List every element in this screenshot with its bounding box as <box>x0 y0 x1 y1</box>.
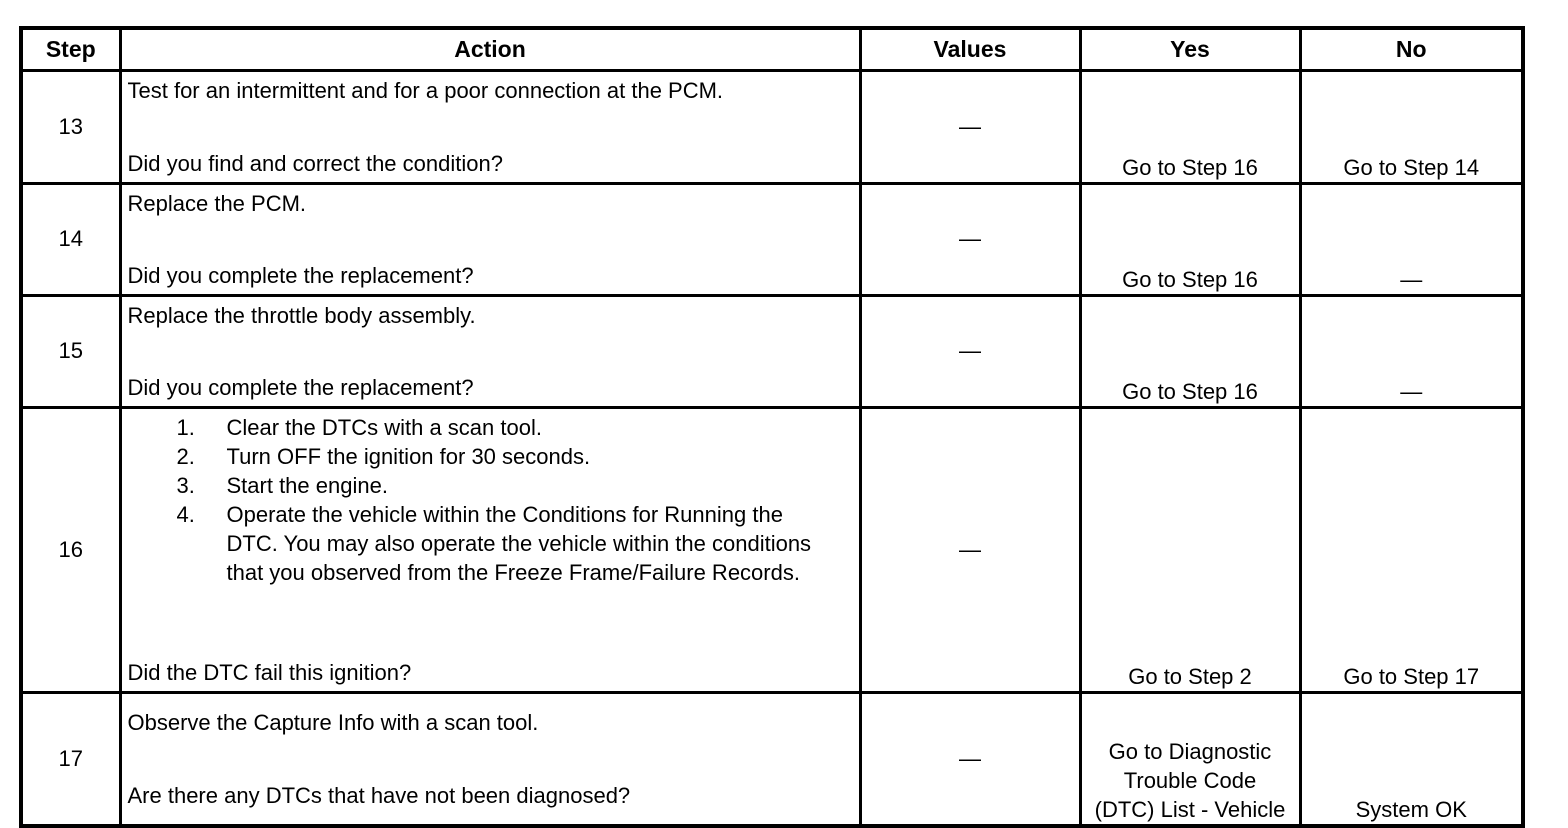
step-number: 16 <box>21 407 120 692</box>
table-row <box>21 407 1523 692</box>
action-cell <box>120 70 860 183</box>
action-instruction: Observe the Capture Info with a scan tool. <box>127 709 539 735</box>
action-instruction: Replace the PCM. <box>127 190 307 216</box>
action-question: Did you find and correct the condition? <box>127 150 503 176</box>
action-instruction: Replace the throttle body assembly. <box>127 302 476 328</box>
header-no: No <box>1300 28 1523 70</box>
header-action: Action <box>120 28 860 70</box>
header-yes: Yes <box>1080 28 1300 70</box>
action-cell <box>120 295 860 407</box>
yes-cell: Go to Diagnostic Trouble Code (DTC) List - Vehicle <box>1080 692 1300 826</box>
values-cell: — <box>860 295 1080 407</box>
yes-cell: Go to Step 16 <box>1080 295 1300 407</box>
table-row <box>21 295 1523 407</box>
action-question: Are there any DTCs that have not been diagnosed? <box>127 782 631 808</box>
diagnostic-table <box>19 26 1525 828</box>
values-cell: — <box>860 70 1080 183</box>
table-row <box>21 692 1523 826</box>
list-item <box>177 413 829 442</box>
action-instruction: Test for an intermittent and for a poor connection at the PCM. <box>127 77 724 103</box>
list-item <box>177 471 829 500</box>
values-cell: — <box>860 183 1080 295</box>
step-number: 15 <box>21 295 120 407</box>
list-item-number: 2. <box>176 443 195 469</box>
step-number: 14 <box>21 183 120 295</box>
action-question: Did you complete the replacement? <box>127 374 474 400</box>
no-cell: System OK <box>1300 692 1523 826</box>
no-cell: — <box>1300 183 1523 295</box>
list-item-text: Start the engine. <box>226 472 388 498</box>
step-number: 13 <box>21 70 120 183</box>
yes-cell: Go to Step 2 <box>1080 407 1300 692</box>
list-item-number: 4. <box>176 501 195 527</box>
action-cell <box>120 692 860 826</box>
action-question: Did you complete the replacement? <box>127 262 474 288</box>
header-row <box>21 28 1523 70</box>
list-item-number: 1. <box>176 414 195 440</box>
header-step: Step <box>21 28 120 70</box>
list-item-text: Clear the DTCs with a scan tool. <box>226 414 542 440</box>
no-cell: Go to Step 14 <box>1300 70 1523 183</box>
step-number: 17 <box>21 692 120 826</box>
table-row <box>21 70 1523 183</box>
yes-cell: Go to Step 16 <box>1080 183 1300 295</box>
procedure-list <box>177 413 829 587</box>
table-row <box>21 183 1523 295</box>
list-item-number: 3. <box>176 472 195 498</box>
no-cell: Go to Step 17 <box>1300 407 1523 692</box>
list-item-text: Operate the vehicle within the Conditions for Running the DTC. You may also operate the vehicle within the conditions that you observed from the Freeze Frame/Failure Records. <box>226 501 812 585</box>
list-item-text: Turn OFF the ignition for 30 seconds. <box>226 443 591 469</box>
list-item <box>177 500 829 587</box>
header-values: Values <box>860 28 1080 70</box>
action-cell <box>120 183 860 295</box>
values-cell: — <box>860 692 1080 826</box>
action-question: Did the DTC fail this ignition? <box>127 659 412 685</box>
list-item <box>177 442 829 471</box>
values-cell: — <box>860 407 1080 692</box>
no-cell: — <box>1300 295 1523 407</box>
yes-cell: Go to Step 16 <box>1080 70 1300 183</box>
action-cell <box>120 407 860 692</box>
